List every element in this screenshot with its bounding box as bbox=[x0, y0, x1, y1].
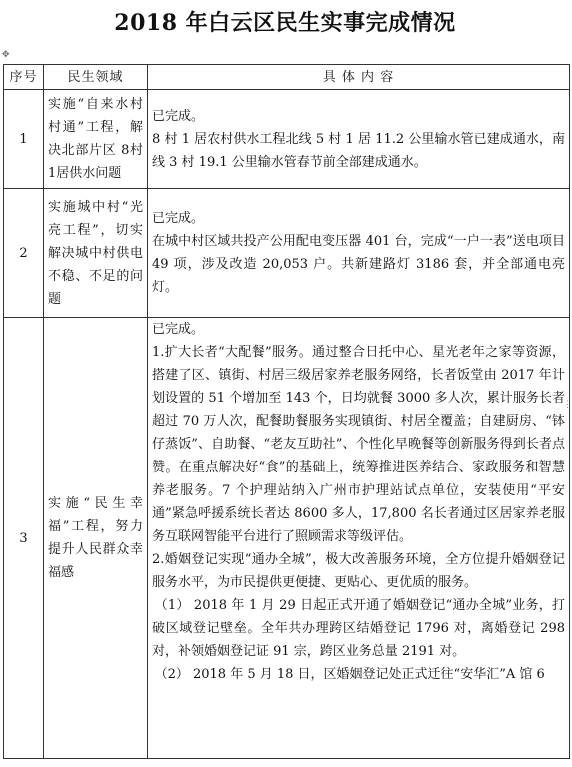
content-paragraph: 8 村 1 居农村供水工程北线 5 村 1 居 11.2 公里输水管已建成通水，南线 3 村 19.1 公里输水管春节前全部建成通水。 bbox=[152, 131, 565, 170]
header-content: 具 体 内 容 bbox=[148, 65, 570, 90]
content-paragraph: （1） 2018 年 1 月 29 日起正式开通了婚姻登记“通办全城”业务，打破区域登记壁垒。全年共办理跨区结婚登记 1796 对，离婚登记 298 对，补领婚姻登记证 91 宗，跨区业务总量 2191 对。 bbox=[152, 598, 565, 659]
content-paragraph: 已完成。 bbox=[152, 322, 205, 337]
table-row bbox=[4, 318, 570, 759]
header-domain: 民生领域 bbox=[44, 65, 148, 90]
content-paragraph: 已完成。 bbox=[152, 108, 205, 124]
content-paragraph: （2） 2018 年 5 月 18 日，区婚姻登记处正式迁往“安华汇”A 馆 6 bbox=[154, 667, 545, 682]
row-index: 2 bbox=[4, 189, 44, 318]
content-paragraph: 在城中村区域共投产公用配电变压器 401 台，完成“一户一表”送电项目 49 项，涉及改造 20,053 户。共新建路灯 3186 套，并全部通电亮灯。 bbox=[152, 234, 565, 295]
row-index: 3 bbox=[4, 318, 44, 759]
header-index: 序号 bbox=[4, 65, 44, 90]
margin-marker-icon: ⋮ bbox=[563, 400, 572, 410]
table-anchor-icon[interactable]: ✥ bbox=[2, 50, 10, 60]
table-header-row bbox=[4, 65, 570, 90]
row-domain: 实施“民生幸福”工程，努力提升人民群众幸福感 bbox=[44, 318, 148, 759]
table-row bbox=[4, 90, 570, 189]
row-domain: 实施城中村“光亮工程”，切实解决城中村供电不稳、不足的问题 bbox=[44, 189, 148, 318]
row-content bbox=[148, 90, 570, 189]
row-domain: 实施“自来水村村通”工程，解决北部片区 8村1居供水问题 bbox=[44, 90, 148, 189]
content-paragraph: 2.婚姻登记实现“通办全城”，极大改善服务环境，全方位提升婚姻登记服务水平，为市民提供更便捷、更贴心、更优质的服务。 bbox=[152, 552, 565, 590]
row-index: 1 bbox=[4, 90, 44, 189]
content-paragraph: 已完成。 bbox=[152, 211, 205, 226]
row-content bbox=[148, 318, 570, 759]
summary-table bbox=[3, 64, 570, 759]
content-paragraph: 1.扩大长者“大配餐”服务。通过整合日托中心、星光老年之家等资源，搭建了区、镇街、村居三级居家养老服务网络，长者饭堂由 2017 年计划设置的 51 个增加至 143 个，日均就餐 3000 多人次，累计服务长者超过 70 万人次，配餐助餐服务实现镇街、村居全覆盖；自建厨房、“钵仔蒸饭”、自助餐、“老友互助社”、个性化早晚餐等创新服务得到长者点赞。在重点解决好“食”的基础上，统筹推进医养结合、家政服务和智慧养老服务。7 个护理站纳入广州市护理站试点单位，安装使用“平安通”紧急呼援系统长者达 8600 多人，17,800 名长者通过区居家养老服务互联网智能平台进行了照顾需求等级评估。 bbox=[152, 345, 565, 544]
table-row bbox=[4, 189, 570, 318]
page-title: 2018 年白云区民生实事完成情况 bbox=[114, 10, 456, 36]
row-content bbox=[148, 189, 570, 318]
